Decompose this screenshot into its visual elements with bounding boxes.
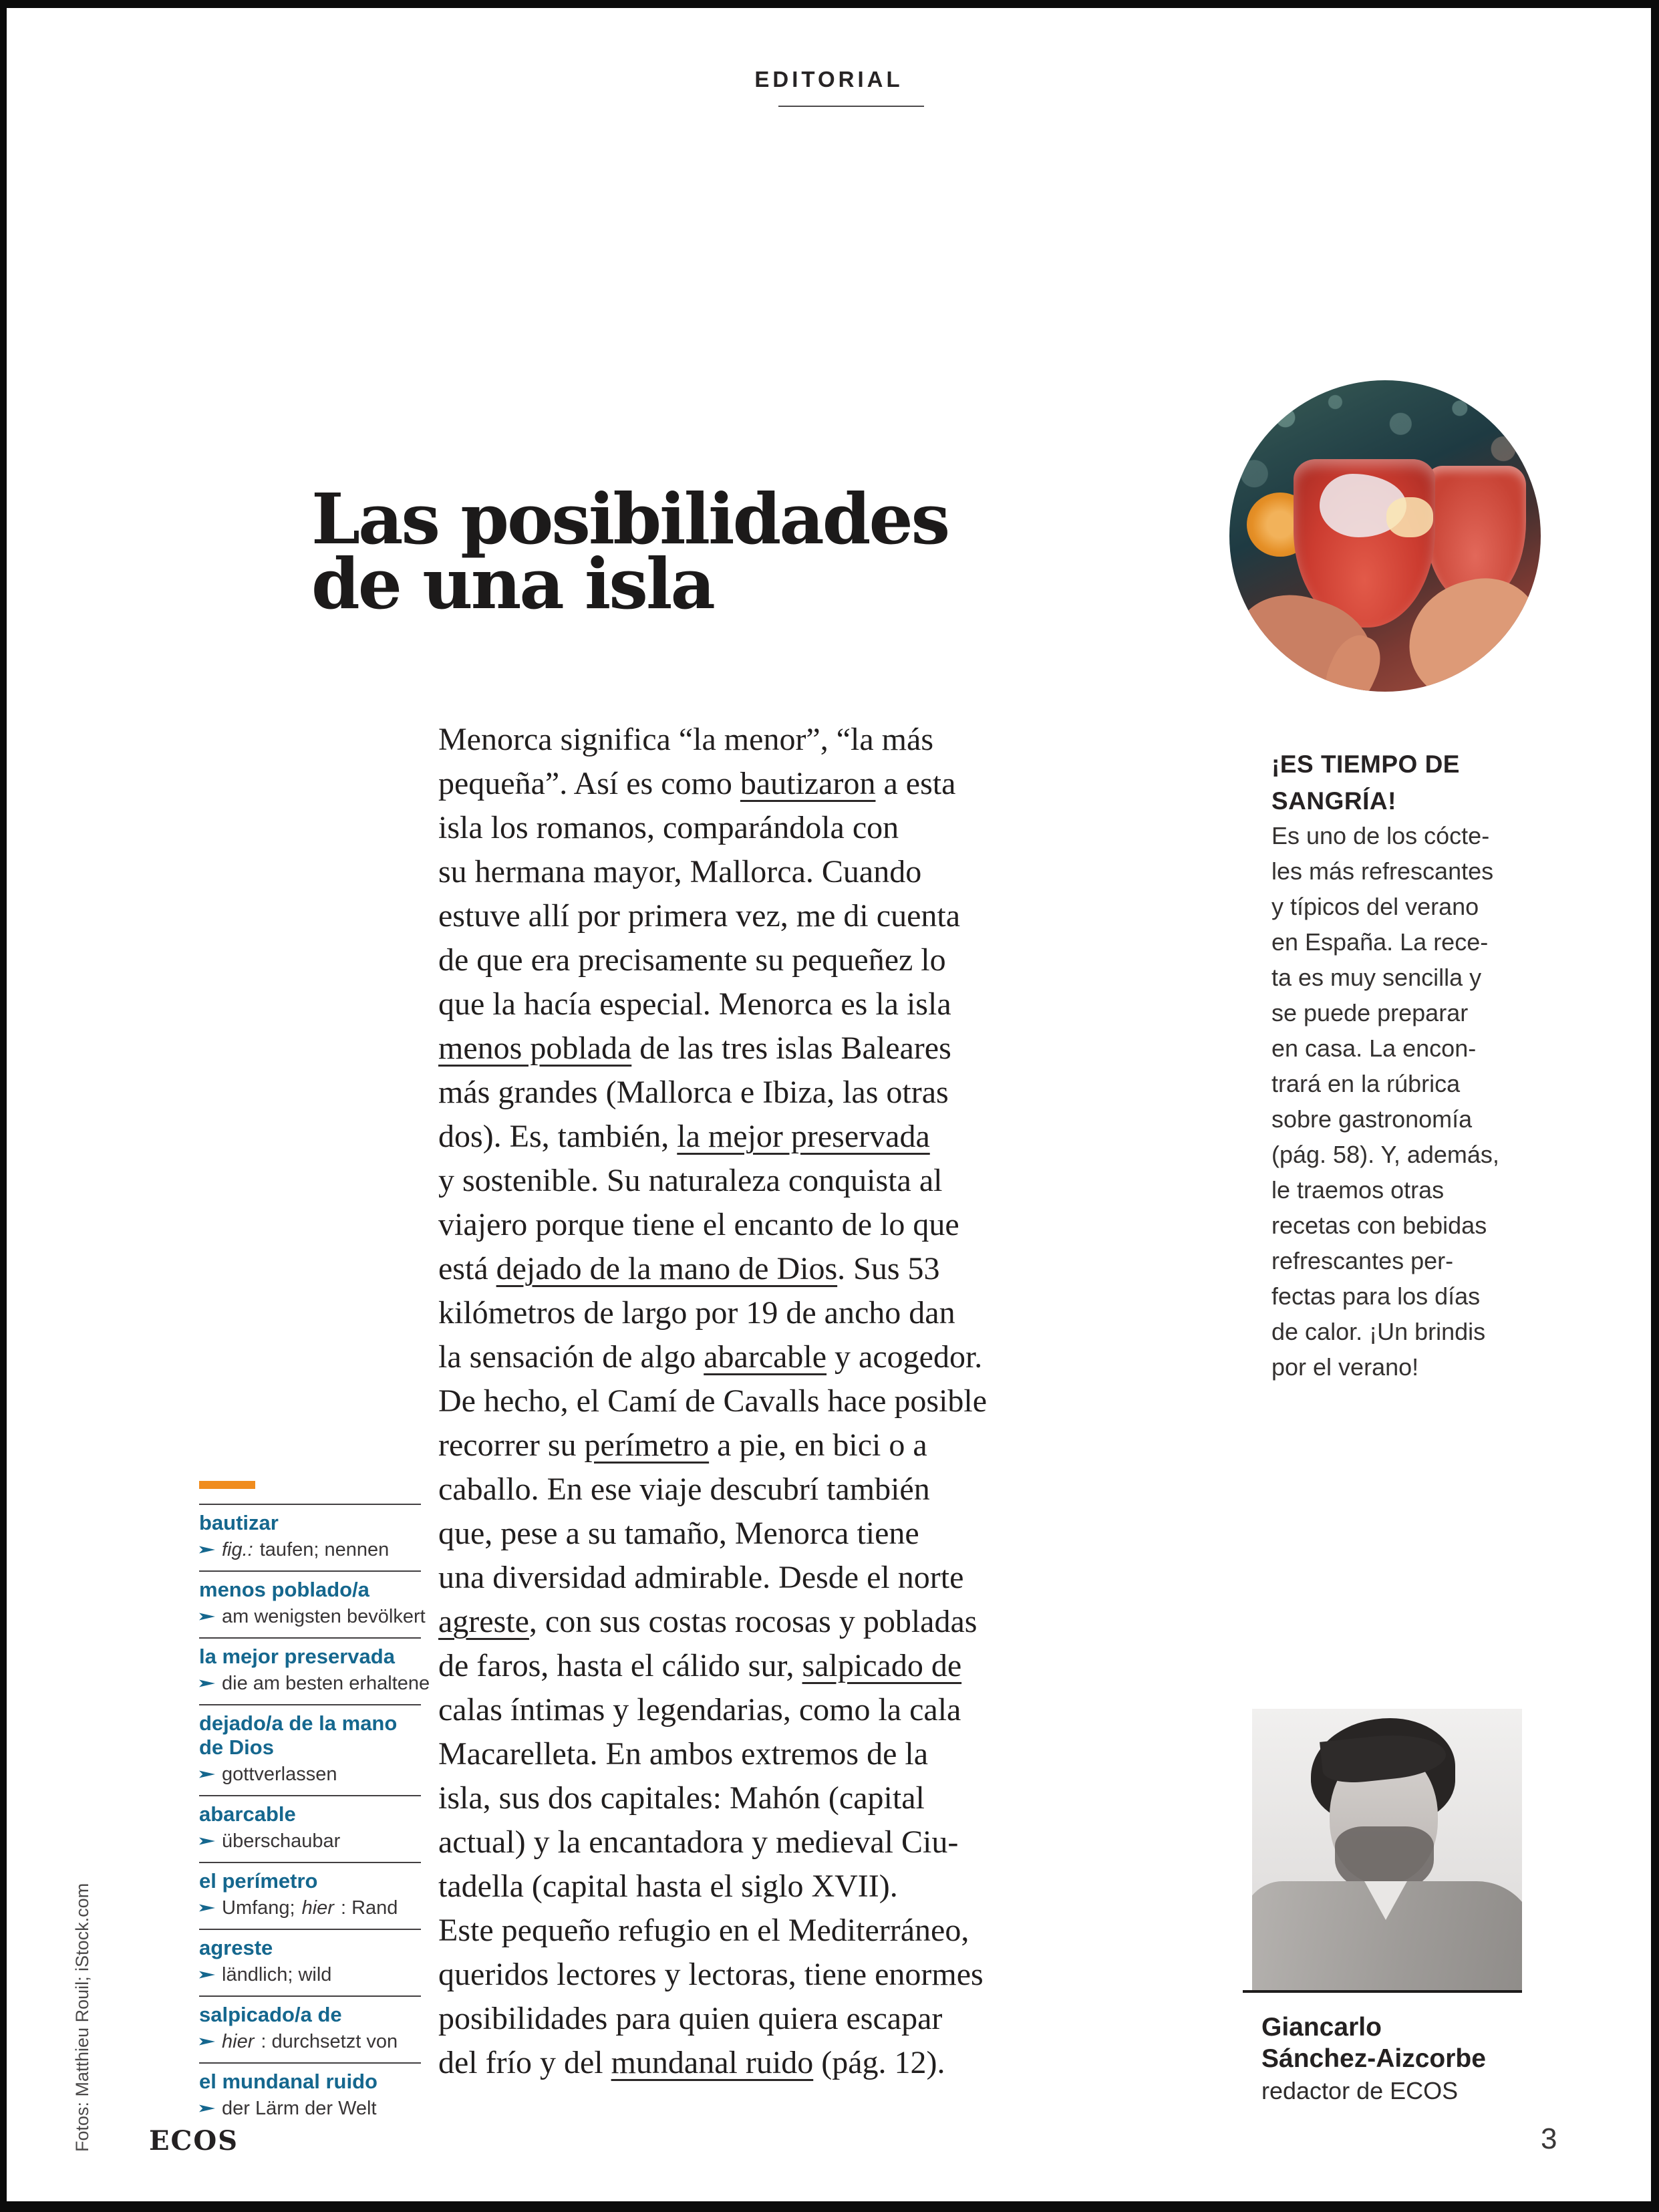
magazine-logo: ECOS bbox=[149, 2125, 239, 2157]
text-segment: más grandes (Mallorca e Ibiza, las otras bbox=[438, 1075, 949, 1110]
text-segment: isla los romanos, comparándola con bbox=[438, 810, 899, 845]
body-text-line bbox=[438, 894, 1106, 938]
arrow-icon bbox=[199, 1837, 215, 1846]
text-segment: taufen; nennen bbox=[259, 1539, 390, 1560]
sangria-text-line: sobre gastronomía bbox=[1271, 1105, 1473, 1133]
sangria-text-line: en España. La rece- bbox=[1271, 928, 1489, 956]
vocab-item bbox=[199, 2062, 421, 2129]
text-segment: su hermana mayor, Mallorca. Cuando bbox=[438, 854, 922, 889]
sangria-text-line: ta es muy sencilla y bbox=[1271, 964, 1482, 991]
underlined-term: salpicado de bbox=[802, 1648, 962, 1683]
vocab-term: bautizar bbox=[199, 1511, 279, 1534]
body-text-line bbox=[438, 1556, 1106, 1600]
body-text-line bbox=[438, 1776, 1106, 1820]
text-segment: viajero porque tiene el encanto de lo que bbox=[438, 1207, 959, 1242]
sangria-photo bbox=[1229, 380, 1541, 692]
text-segment: Umfang; bbox=[222, 1897, 295, 1919]
text-segment: (pág. 12). bbox=[813, 2045, 945, 2080]
body-text-line bbox=[438, 982, 1106, 1026]
text-segment: hier bbox=[222, 2031, 255, 2052]
page-title-line2: de una isla bbox=[311, 543, 714, 625]
arrow-icon bbox=[199, 1679, 215, 1688]
sangria-text-line: refrescantes per- bbox=[1271, 1247, 1454, 1274]
text-segment: gottverlassen bbox=[222, 1764, 337, 1785]
sangria-text-line: recetas con bebidas bbox=[1271, 1212, 1487, 1239]
vocab-definition bbox=[199, 2097, 421, 2120]
text-segment: die am besten erhaltene bbox=[222, 1673, 430, 1694]
text-segment: Macarelleta. En ambos extremos de la bbox=[438, 1736, 929, 1772]
sangria-text-line: por el verano! bbox=[1271, 1353, 1419, 1381]
underlined-term: menos poblada bbox=[438, 1030, 632, 1066]
text-segment: la sensación de algo bbox=[438, 1339, 704, 1375]
text-segment: fig.: bbox=[222, 1539, 253, 1560]
vocab-definition bbox=[199, 1763, 421, 1786]
sangria-heading-line2: SANGRÍA! bbox=[1271, 787, 1396, 815]
text-segment: del frío y del bbox=[438, 2045, 611, 2080]
body-text-line bbox=[438, 1291, 1106, 1335]
vocab-term: abarcable bbox=[199, 1802, 296, 1826]
text-segment: que la hacía especial. Menorca es la isla bbox=[438, 986, 951, 1022]
arrow-icon bbox=[199, 1770, 215, 1779]
text-segment: hier bbox=[301, 1897, 334, 1919]
vocab-item bbox=[199, 1504, 421, 1570]
text-segment: Este pequeño refugio en el Mediterráneo, bbox=[438, 1913, 969, 1948]
editorial-body-text bbox=[438, 718, 1106, 2085]
section-label: EDITORIAL bbox=[754, 67, 903, 92]
text-segment: de las tres islas Baleares bbox=[631, 1030, 951, 1066]
sangria-text-line: en casa. La encon- bbox=[1271, 1034, 1477, 1062]
vocab-term: la mejor preservada bbox=[199, 1645, 395, 1668]
body-text-line bbox=[438, 1864, 1106, 1909]
text-segment: posibilidades para quien quiera escapar bbox=[438, 2001, 943, 2036]
magazine-page bbox=[7, 8, 1651, 2201]
text-segment: estuve allí por primera vez, me di cuenta bbox=[438, 898, 961, 934]
vocab-definition bbox=[199, 1605, 426, 1628]
text-segment: recorrer su bbox=[438, 1427, 585, 1463]
text-segment: pequeña”. Así es como bbox=[438, 766, 740, 801]
body-text-line bbox=[438, 1512, 1106, 1556]
body-text-line bbox=[438, 1644, 1106, 1688]
sangria-text-line: trará en la rúbrica bbox=[1271, 1070, 1461, 1097]
text-segment: Menorca significa “la menor”, “la más bbox=[438, 722, 933, 757]
body-text-line bbox=[438, 938, 1106, 982]
underlined-term: abarcable bbox=[704, 1339, 827, 1375]
sangria-text-line: le traemos otras bbox=[1271, 1176, 1445, 1204]
photo-credit: Fotos: Matthieu Rouil; iStock.com bbox=[72, 1883, 92, 2152]
vocab-item bbox=[199, 1862, 421, 1929]
portrait-photo bbox=[1252, 1709, 1522, 1991]
body-text-line bbox=[438, 1953, 1106, 1997]
text-segment: am wenigsten bevölkert bbox=[222, 1606, 426, 1627]
body-text-line bbox=[438, 1423, 1106, 1468]
sangria-text-line: (pág. 58). Y, además, bbox=[1271, 1141, 1499, 1168]
text-segment: ländlich; wild bbox=[222, 1964, 332, 1985]
text-segment: que, pese a su tamaño, Menorca tiene bbox=[438, 1516, 919, 1551]
author-role: redactor de ECOS bbox=[1261, 2077, 1459, 2104]
text-segment: una diversidad admirable. Desde el norte bbox=[438, 1560, 964, 1595]
text-segment: . Sus 53 bbox=[837, 1251, 940, 1286]
vocab-item bbox=[199, 1795, 421, 1862]
underlined-term: perímetro bbox=[584, 1427, 710, 1463]
vocab-accent-bar bbox=[199, 1481, 255, 1489]
text-segment: De hecho, el Camí de Cavalls hace posible bbox=[438, 1383, 988, 1419]
body-text-line bbox=[438, 1820, 1106, 1864]
vocab-item bbox=[199, 1570, 426, 1637]
arrow-icon bbox=[199, 2038, 215, 2046]
text-segment: der Lärm der Welt bbox=[222, 2098, 377, 2119]
vocab-definition bbox=[199, 1897, 421, 1919]
body-text-line bbox=[438, 762, 1106, 806]
body-text-line bbox=[438, 1026, 1106, 1071]
body-text-line bbox=[438, 1247, 1106, 1291]
text-segment: überschaubar bbox=[222, 1830, 341, 1852]
text-segment: de faros, hasta el cálido sur, bbox=[438, 1648, 802, 1683]
underlined-term: la mejor preservada bbox=[677, 1119, 930, 1154]
vocab-term: dejado/a de la mano de Dios bbox=[199, 1711, 398, 1759]
text-segment: : Rand bbox=[340, 1897, 398, 1919]
vocab-item bbox=[199, 1637, 430, 1704]
vocab-item bbox=[199, 1929, 421, 1995]
text-segment: está bbox=[438, 1251, 496, 1286]
body-text-line bbox=[438, 1335, 1106, 1379]
vocab-term: agreste bbox=[199, 1936, 273, 1959]
arrow-icon bbox=[199, 2104, 215, 2113]
vocab-term: el perímetro bbox=[199, 1869, 318, 1893]
text-segment: dos). Es, también, bbox=[438, 1119, 677, 1154]
body-text-line bbox=[438, 1071, 1106, 1115]
body-text-line bbox=[438, 1688, 1106, 1732]
author-name-line2: Sánchez-Aizcorbe bbox=[1261, 2044, 1486, 2073]
body-text-line bbox=[438, 1909, 1106, 1953]
text-segment: queridos lectores y lectoras, tiene enormes bbox=[438, 1957, 984, 1992]
section-label-underline bbox=[778, 106, 924, 107]
sangria-text-line: se puede preparar bbox=[1271, 999, 1469, 1026]
sangria-text-line: les más refrescantes bbox=[1271, 857, 1494, 885]
author-name-line1: Giancarlo bbox=[1261, 2013, 1382, 2042]
arrow-icon bbox=[199, 1904, 215, 1913]
text-segment: a pie, en bici o a bbox=[709, 1427, 927, 1463]
sangria-text-line: de calor. ¡Un brindis bbox=[1271, 1318, 1486, 1345]
sangria-text-line: y típicos del verano bbox=[1271, 893, 1479, 920]
sangria-heading-line1: ¡ES TIEMPO DE bbox=[1271, 750, 1460, 778]
vocab-definition bbox=[199, 1830, 421, 1852]
page-number: 3 bbox=[1541, 2122, 1557, 2155]
text-segment: y sostenible. Su naturaleza conquista al bbox=[438, 1163, 943, 1198]
vocab-definition bbox=[199, 1538, 421, 1561]
body-text-line bbox=[438, 1379, 1106, 1423]
underlined-term: agreste bbox=[438, 1604, 529, 1639]
text-segment: kilómetros de largo por 19 de ancho dan bbox=[438, 1295, 955, 1331]
text-segment: , con sus costas rocosas y pobladas bbox=[529, 1604, 977, 1639]
sangria-text-line: Es uno de los cócte- bbox=[1271, 822, 1490, 849]
vocab-definition bbox=[199, 2030, 421, 2053]
vocab-list bbox=[199, 1504, 430, 2129]
body-text-line bbox=[438, 850, 1106, 894]
underlined-term: mundanal ruido bbox=[611, 2045, 814, 2080]
portrait-divider-rule bbox=[1243, 1990, 1522, 1993]
vocab-definition bbox=[199, 1672, 430, 1695]
vocab-term: salpicado/a de bbox=[199, 2003, 342, 2026]
arrow-icon bbox=[199, 1613, 215, 1621]
text-segment: de que era precisamente su pequeñez lo bbox=[438, 942, 946, 978]
text-segment: actual) y la encantadora y medieval Ciu- bbox=[438, 1824, 959, 1860]
orange-piece bbox=[1386, 497, 1433, 537]
body-text-line bbox=[438, 1997, 1106, 2041]
body-text-line bbox=[438, 1115, 1106, 1159]
body-text-line bbox=[438, 1468, 1106, 1512]
sangria-text-line: fectas para los días bbox=[1271, 1282, 1481, 1310]
vocabulary-sidebar bbox=[199, 1481, 430, 2129]
body-text-line bbox=[438, 2041, 1106, 2085]
sangria-heading bbox=[1271, 746, 1460, 819]
underlined-term: bautizaron bbox=[740, 766, 876, 801]
vocab-item bbox=[199, 1995, 421, 2062]
body-text-line bbox=[438, 806, 1106, 850]
body-text-line bbox=[438, 718, 1106, 762]
vocab-definition bbox=[199, 1963, 421, 1986]
body-text-line bbox=[438, 1159, 1106, 1203]
text-segment: : durchsetzt von bbox=[261, 2031, 398, 2052]
page-title-line1: Las posibilidades bbox=[311, 478, 949, 560]
body-text-line bbox=[438, 1732, 1106, 1776]
text-segment: a esta bbox=[875, 766, 956, 801]
text-segment: calas íntimas y legendarias, como la cala bbox=[438, 1692, 961, 1727]
vocab-item bbox=[199, 1704, 421, 1795]
arrow-icon bbox=[199, 1971, 215, 1979]
text-segment: y acogedor. bbox=[826, 1339, 983, 1375]
vocab-term: menos poblado/a bbox=[199, 1578, 369, 1601]
text-segment: isla, sus dos capitales: Mahón (capital bbox=[438, 1780, 925, 1816]
arrow-icon bbox=[199, 1546, 215, 1554]
text-segment: tadella (capital hasta el siglo XVII). bbox=[438, 1869, 898, 1904]
underlined-term: dejado de la mano de Dios bbox=[496, 1251, 838, 1286]
body-text-line bbox=[438, 1203, 1106, 1247]
text-segment: caballo. En ese viaje descubrí también bbox=[438, 1472, 930, 1507]
page-title bbox=[311, 478, 949, 625]
sangria-text bbox=[1271, 818, 1499, 1385]
author-caption bbox=[1261, 2012, 1486, 2108]
body-text-line bbox=[438, 1600, 1106, 1644]
vocab-term: el mundanal ruido bbox=[199, 2070, 378, 2093]
